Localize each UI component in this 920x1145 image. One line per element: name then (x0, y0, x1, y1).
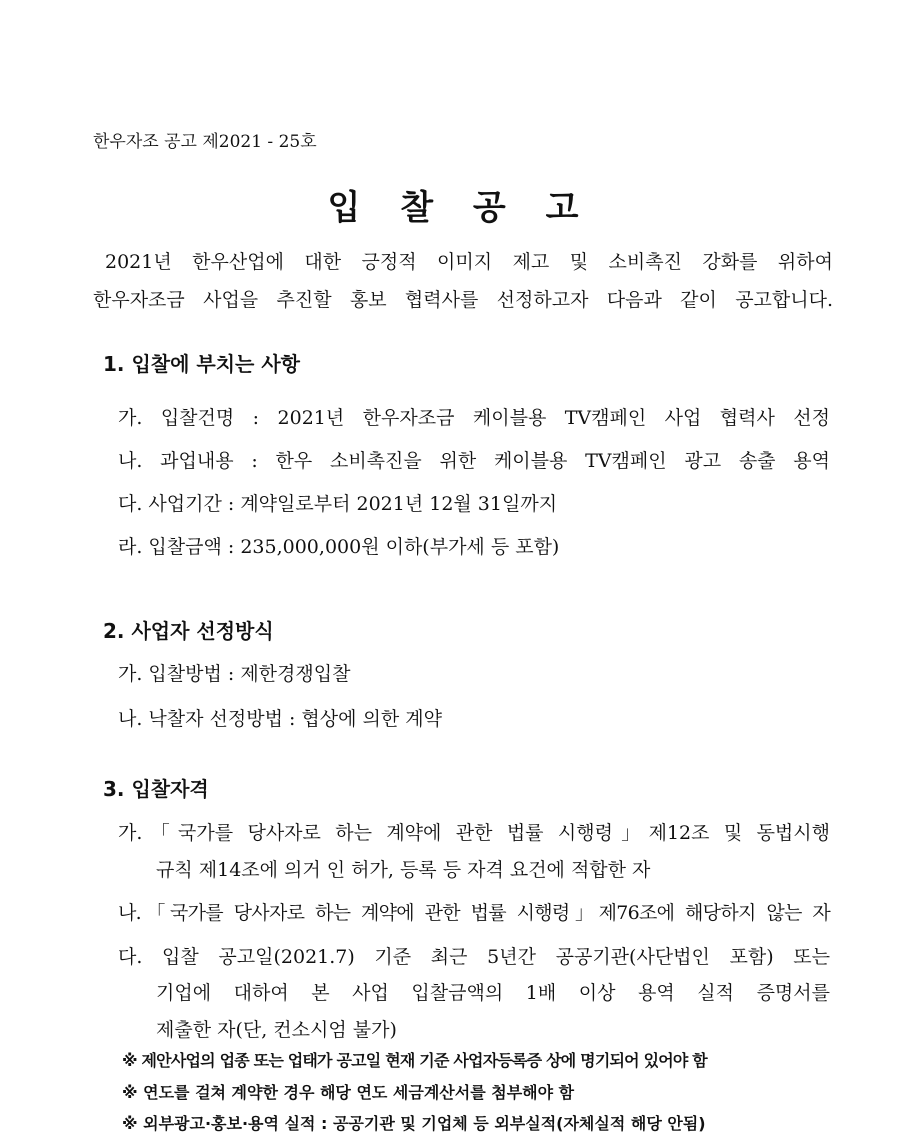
intro-paragraph (93, 243, 833, 319)
note-line: ※ 제안사업의 업종 또는 업태가 공고일 현재 기준 사업자등록증 상에 명기되어 있어야 함 (122, 1051, 707, 1070)
section-2-item: 가. 입찰방법 : 제한경쟁입찰 (118, 663, 351, 685)
section-3-item-continuation: 규칙 제14조에 의거 인 허가, 등록 등 자격 요건에 적합한 자 (156, 859, 651, 881)
note-line: ※ 외부광고·홍보·용역 실적 : 공공기관 및 기업체 등 외부실적(자체실적 해당 안됨) (122, 1114, 706, 1133)
section-1-heading: 1. 입찰에 부치는 사항 (103, 352, 300, 376)
section-3-item: 다. 입찰 공고일(2021.7) 기준 최근 5년간 공공기관(사단법인 포함) 또는 (118, 946, 830, 968)
section-2-heading: 2. 사업자 선정방식 (103, 619, 274, 643)
intro-line: 2021년 한우산업에 대한 긍정적 이미지 제고 및 소비촉진 강화를 위하여 (105, 251, 833, 273)
note-line: ※ 연도를 걸쳐 계약한 경우 해당 연도 세금계산서를 첨부해야 함 (122, 1083, 575, 1102)
intro-line: 한우자조금 사업을 추진할 홍보 협력사를 선정하고자 다음과 같이 공고합니다. (93, 289, 833, 311)
section-3-item-continuation: 기업에 대하여 본 사업 입찰금액의 1배 이상 용역 실적 증명서를 (156, 982, 830, 1004)
section-3-item: 가.「국가를 당사자로 하는 계약에 관한 법률 시행령」제12조 및 동법시행 (118, 822, 830, 844)
section-3-heading: 3. 입찰자격 (103, 777, 209, 801)
section-3-item-continuation: 제출한 자(단, 컨소시엄 불가) (156, 1019, 397, 1041)
section-1-item: 다. 사업기간 : 계약일로부터 2021년 12월 31일까지 (118, 493, 558, 515)
section-1-item: 가. 입찰건명 : 2021년 한우자조금 케이블용 TV캠페인 사업 협력사 선정 (118, 407, 830, 429)
notice-number: 한우자조 공고 제2021 - 25호 (93, 132, 317, 152)
section-1-item: 나. 과업내용 : 한우 소비촉진을 위한 케이블용 TV캠페인 광고 송출 용역 (118, 450, 830, 472)
section-3-item: 나.「국가를 당사자로 하는 계약에 관한 법률 시행령」제76조에 해당하지 않는 자 (118, 902, 830, 924)
section-2-item: 나. 낙찰자 선정방법 : 협상에 의한 계약 (118, 708, 442, 730)
section-1-item: 라. 입찰금액 : 235,000,000원 이하(부가세 등 포함) (118, 536, 560, 558)
page-title: 입 찰 공 고 (327, 188, 593, 228)
